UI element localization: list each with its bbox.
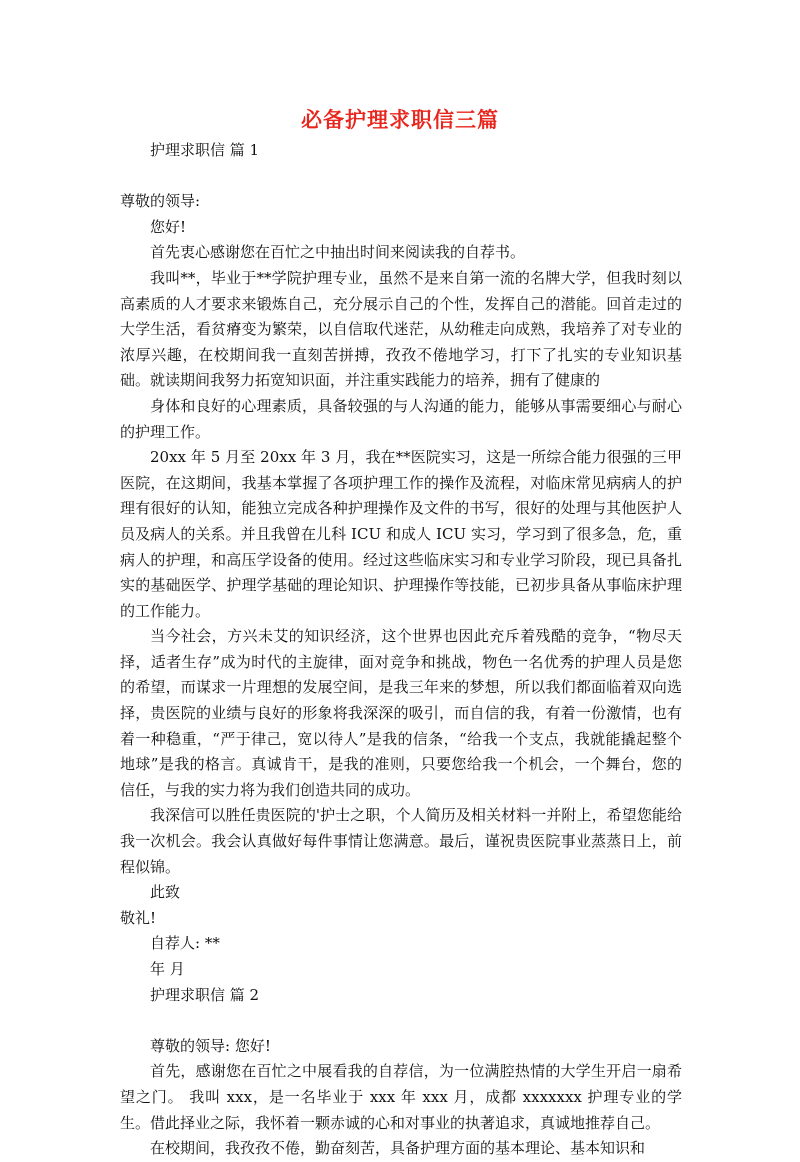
letter1-closing-1: 此致 [150,883,181,902]
letter1-paragraph-5: 当今社会，方兴未艾的知识经济，这个世界也因此充斥着残酷的竞争，“物尽天择，适者生存”成为时代的主旋律，面对竞争和挑战，物色一名优秀的护理人员是您的希望，而谋求一片理想的发展空间，是我三年来的梦想，所以我们都面临着双向选择，贵医院的业绩与良好的形象将我深深的吸引，而自信的我，有着一份激情，也有着一种稳重，“严于律己，宽以待人”是我的信条，“给我一个支点，我就能撬起整个地球”是我的格言。真诚肯干，是我的准则，只要您给我一个机会，一个舞台，您的信任，与我的实力将为我们创造共同的成功。 [120,627,682,799]
letter1-heading: 护理求职信 篇 1 [150,141,260,159]
letter1-signature: 自荐人: ** [150,934,220,953]
letter1-paragraph-1: 首先衷心感谢您在百忙之中抽出时间来阅读我的自荐书。 [150,243,526,262]
letter2-paragraph-1: 首先，感谢您在百忙之中展看我的自荐信，为一位满腔热情的大学生开启一扇希望之门。 我叫 xxx，是一名毕业于 xxx 年 xxx 月，成都 xxxxxxx 护理专业的学生。借此择业之际，我怀着一颗赤诚的心和对事业的执著追求，真诚地推荐自己。 [120,1062,682,1132]
document-title: 必备护理求职信三篇 [301,107,499,132]
letter1-paragraph-2: 我叫**，毕业于**学院护理专业，虽然不是来自第一流的名牌大学，但我时刻以高素质的人才要求来锻炼自己，充分展示自己的个性，发挥自己的潜能。回首走过的大学生活，看贫瘠变为繁荣，以自信取代迷茫，从幼稚走向成熟，我培养了对专业的浓厚兴趣，在校期间我一直刻苦拼搏，孜孜不倦地学习，打下了扎实的专业知识基础。就读期间我努力拓宽知识面，并注重实践能力的培养，拥有了健康的 [120,268,682,390]
letter2-paragraph-2: 在校期间，我孜孜不倦，勤奋刻苦，具备护理方面的基本理论、基本知识和 [150,1139,646,1158]
blank-line [120,1008,682,1034]
blank-line [120,164,682,190]
document-body [120,138,682,1162]
letter1-paragraph-3: 身体和良好的心理素质，具备较强的与人沟通的能力，能够从事需要细心与耐心的护理工作。 [120,396,682,441]
letter2-salutation: 尊敬的领导: 您好! [150,1036,271,1055]
letter1-date: 年 月 [150,960,185,978]
letter1-greeting: 您好! [150,217,187,236]
letter1-paragraph-6: 我深信可以胜任贵医院的'护士之职，个人简历及相关材料一并附上，希望您能给我一次机会。我会认真做好每件事情让您满意。最后，谨祝贵医院事业蒸蒸日上，前程似锦。 [120,806,682,876]
letter1-salutation: 尊敬的领导: [120,192,201,211]
letter2-heading: 护理求职信 篇 2 [150,985,260,1004]
letter1-closing-2: 敬礼! [120,908,157,927]
letter1-paragraph-4: 20xx 年 5 月至 20xx 年 3 月，我在**医院实习，这是一所综合能力很强的三甲医院，在这期间，我基本掌握了各项护理工作的操作及流程，对临床常见病病人的护理有很好的认知，能独立完成各种护理操作及文件的书写，很好的处理与其他医护人员及病人的关系。并且我曾在儿科 ICU 和成人 ICU 实习，学习到了很多急，危，重病人的护理，和高压学设备的使用。经过这些临床实习和专业学习阶段，现已具备扎实的基础医学、护理学基础的理论知识、护理操作等技能，已初步具备从事临床护理的工作能力。 [120,448,682,620]
